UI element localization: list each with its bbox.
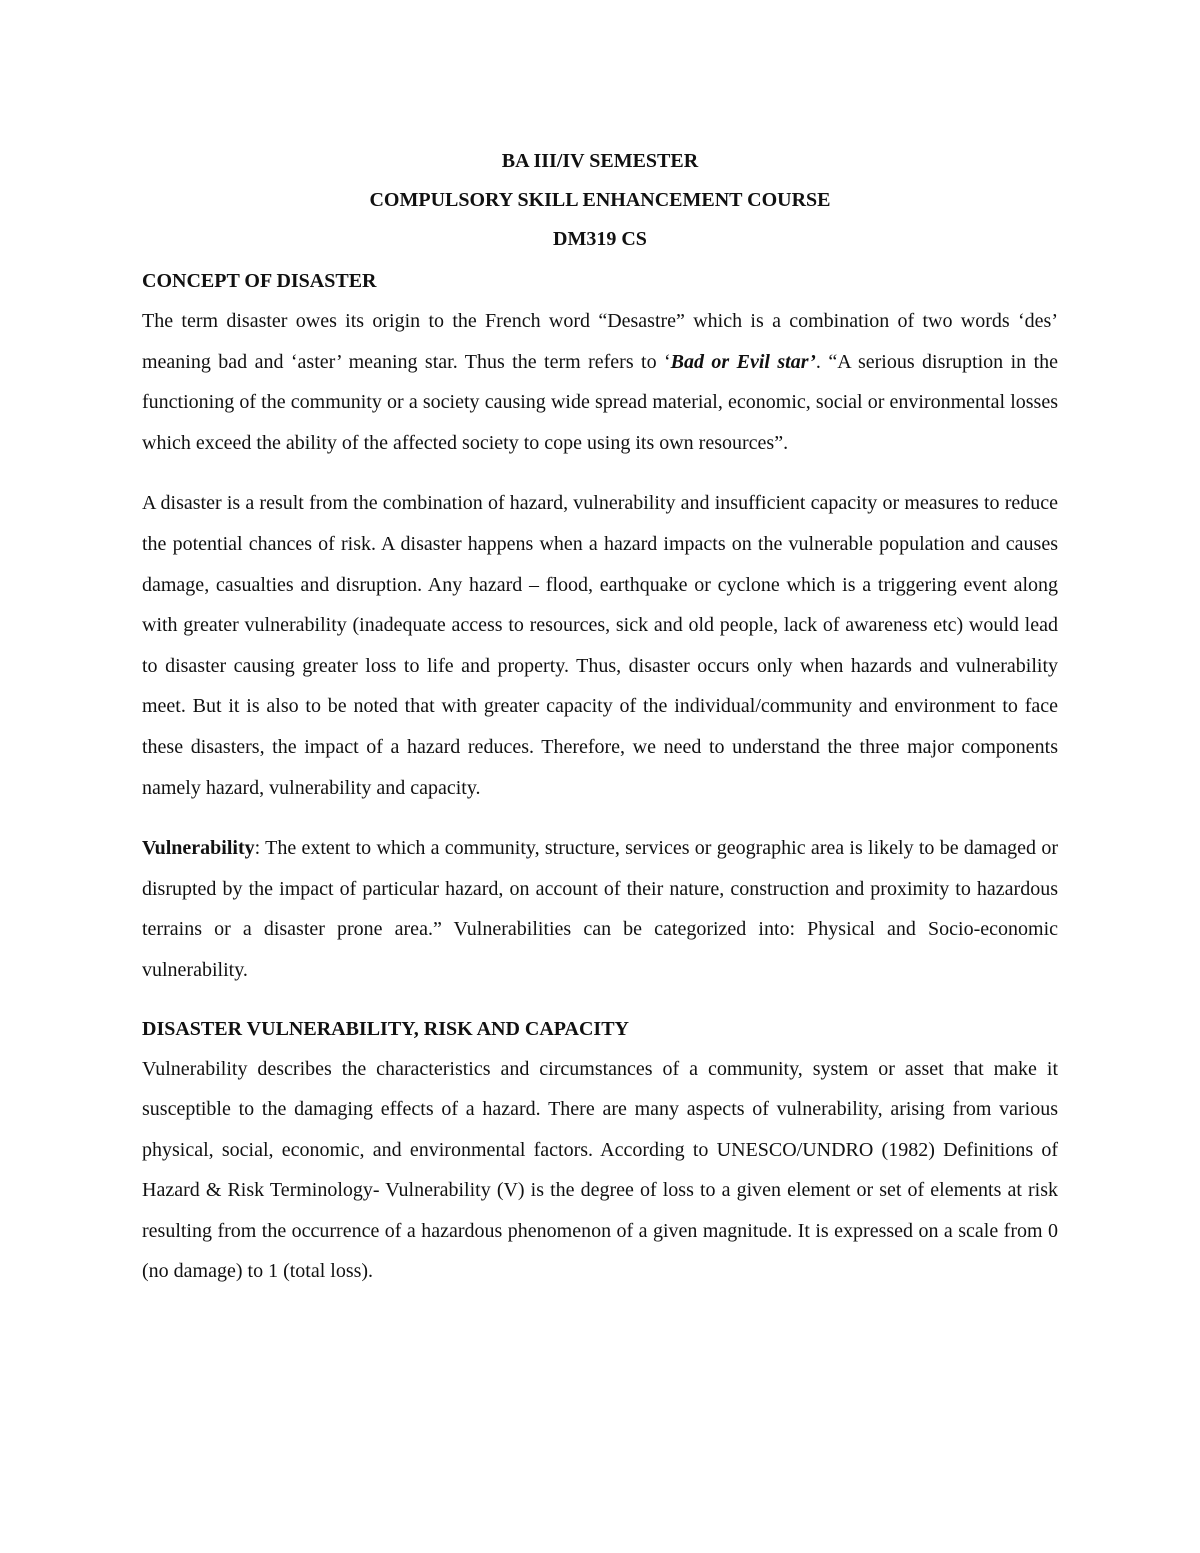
vulnerability-term: Vulnerability: [142, 837, 255, 860]
section-heading-concept: CONCEPT OF DISASTER: [142, 270, 377, 292]
course-level-title: BA III/IV SEMESTER: [501, 150, 699, 172]
paragraph-vulnerability-description: Vulnerability describes the characteristics and circumstances of a community, system or asset that make it susceptible to the damaging effects of a hazard. There are many aspects of vulnerability, arising from various physical, social, economic, and environmental factors. According to UNESCO/UNDRO (1982) Definitions of Hazard & Risk Terminology- Vulnerability (V) is the degree of loss to a given element or set of elements at risk resulting from the occurrence of a hazardous phenomenon of a given magnitude. It is expressed on a scale from 0 (no damage) to 1 (total loss).: [142, 1057, 1058, 1283]
vulnerability-definition-text: : The extent to which a community, structure, services or geographic area is likely to be damaged or disrupted by the impact of particular hazard, on account of their nature, construction and proximity to hazardous terrains or a disaster prone area.” Vulnerabilities can be categorized into: Physical and Socio-economic vulnerability.: [142, 837, 1058, 981]
paragraph-origin: [142, 301, 1058, 463]
paragraph-vulnerability-definition: [142, 828, 1058, 990]
paragraph-origin-text-1: The term disaster owes its origin to the French word “Desastre” which is a combination of two words ‘des’ meaning bad and ‘aster’ meaning star. Thus the term refers to ‘: [142, 310, 1058, 373]
course-code-title: DM319 CS: [553, 228, 647, 250]
section-heading-vulnerability-risk-capacity: DISASTER VULNERABILITY, RISK AND CAPACITY: [142, 1017, 629, 1040]
paragraph-origin-text-2: . “A serious disruption in the functioning of the community or a society causing wide spread material, economic, social or environmental losses which exceed the ability of the affected society to cope using its own resources”.: [142, 350, 1058, 454]
paragraph-origin-emphasis: Bad or Evil star’: [670, 350, 816, 373]
paragraph-disaster-components: A disaster is a result from the combination of hazard, vulnerability and insufficient capacity or measures to reduce the potential chances of risk. A disaster happens when a hazard impacts on the vulnerable population and causes damage, casualties and disruption. Any hazard – flood, earthquake or cyclone which is a triggering event along with greater vulnerability (inadequate access to resources, sick and old people, lack of awareness etc) would lead to disaster causing greater loss to life and property. Thus, disaster occurs only when hazards and vulnerability meet. But it is also to be noted that with greater capacity of the individual/community and environment to face these disasters, the impact of a hazard reduces. Therefore, we need to understand the three major components namely hazard, vulnerability and capacity.: [142, 492, 1058, 799]
course-type-title: COMPULSORY SKILL ENHANCEMENT COURSE: [369, 189, 831, 211]
